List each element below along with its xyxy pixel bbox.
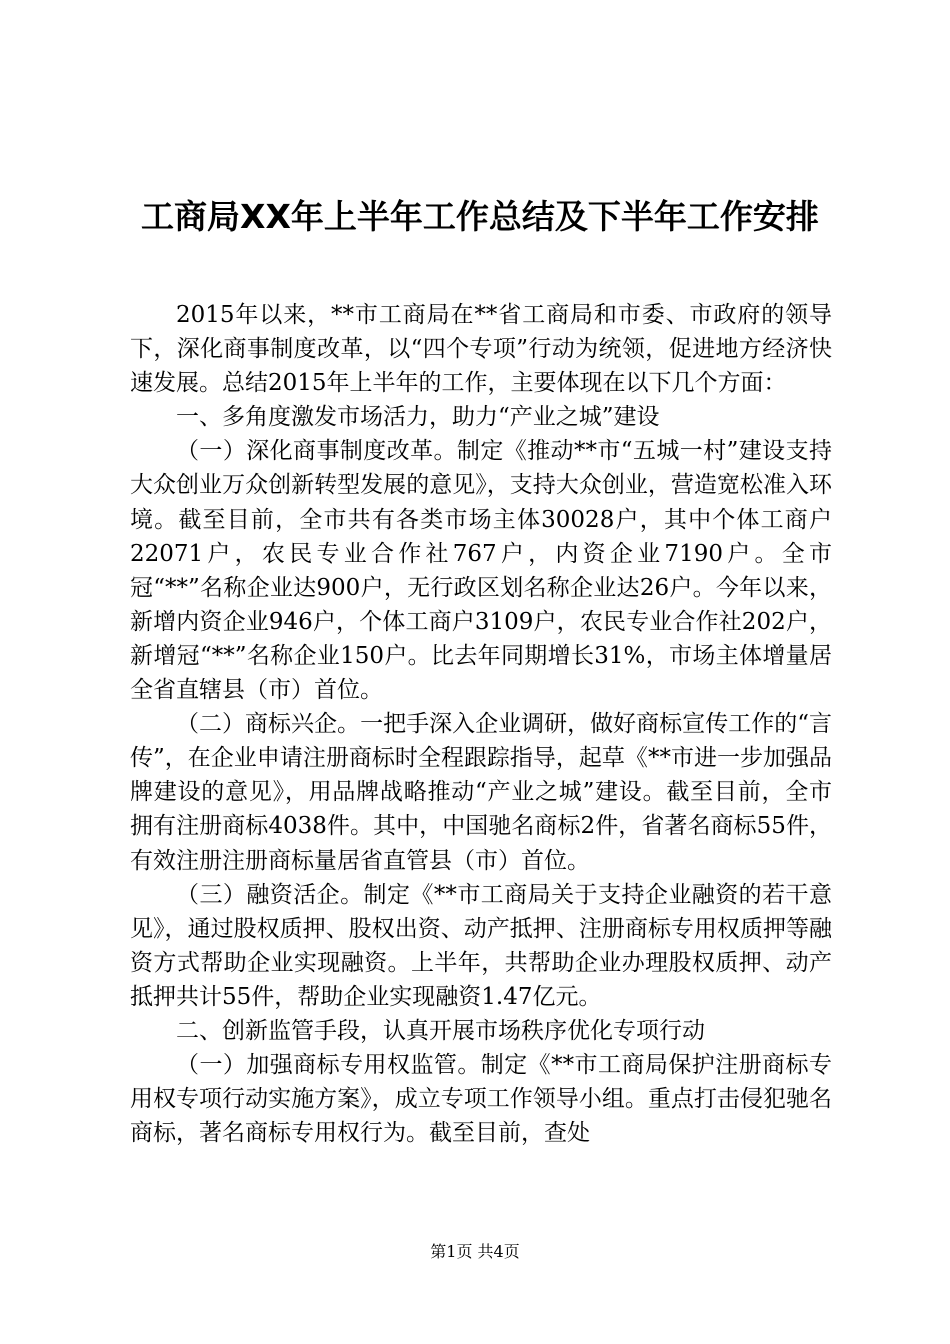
paragraph-1-3: （三）融资活企。制定《**市工商局关于支持企业融资的若干意见》，通过股权质押、股权出资、动产抵押、注册商标专用权质押等融资方式帮助企业实现融资。上半年，共帮助企业办理股权质押、动产抵押共计55件，帮助企业实现融资1.47亿元。 xyxy=(130,881,832,1010)
paragraph-intro: 2015年以来，**市工商局在**省工商局和市委、市政府的领导下，深化商事制度改革，以“四个专项”行动为统领，促进地方经济快速发展。总结2015年上半年的工作，主要体现在以下几个方面： xyxy=(130,302,832,397)
section-heading-2: 二、创新监管手段，认真开展市场秩序优化专项行动 xyxy=(176,1017,705,1044)
paragraph-1-2: （二）商标兴企。一把手深入企业调研，做好商标宣传工作的“言传”，在企业申请注册商标时全程跟踪指导，起草《**市进一步加强品牌建设的意见》，用品牌战略推动“产业之城”建设。截至目前，全市拥有注册商标4038件。其中，中国驰名商标2件，省著名商标55件，有效注册注册商标量居省直管县（市）首位。 xyxy=(130,711,832,874)
document-body xyxy=(130,298,832,1150)
section-heading-1: 一、多角度激发市场活力，助力“产业之城”建设 xyxy=(176,404,660,431)
page-footer: 第1页 共4页 xyxy=(430,1242,520,1261)
paragraph-1-1: （一）深化商事制度改革。制定《推动**市“五城一村”建设支持大众创业万众创新转型发展的意见》，支持大众创业，营造宽松准入环境。截至目前，全市共有各类市场主体30028户，其中个体工商户22071户，农民专业合作社767户，内资企业7190户。全市冠“**”名称企业达900户，无行政区划名称企业达26户。今年以来，新增内资企业946户，个体工商户3109户，农民专业合作社202户，新增冠“**”名称企业150户。比去年同期增长31%，市场主体增量居全省直辖县（市）首位。 xyxy=(130,438,832,704)
page-title: 工商局XX年上半年工作总结及下半年工作安排 xyxy=(141,197,819,236)
paragraph-2-1: （一）加强商标专用权监管。制定《**市工商局保护注册商标专用权专项行动实施方案》，成立专项工作领导小组。重点打击侵犯驰名商标，著名商标专用权行为。截至目前，查处 xyxy=(130,1052,832,1147)
